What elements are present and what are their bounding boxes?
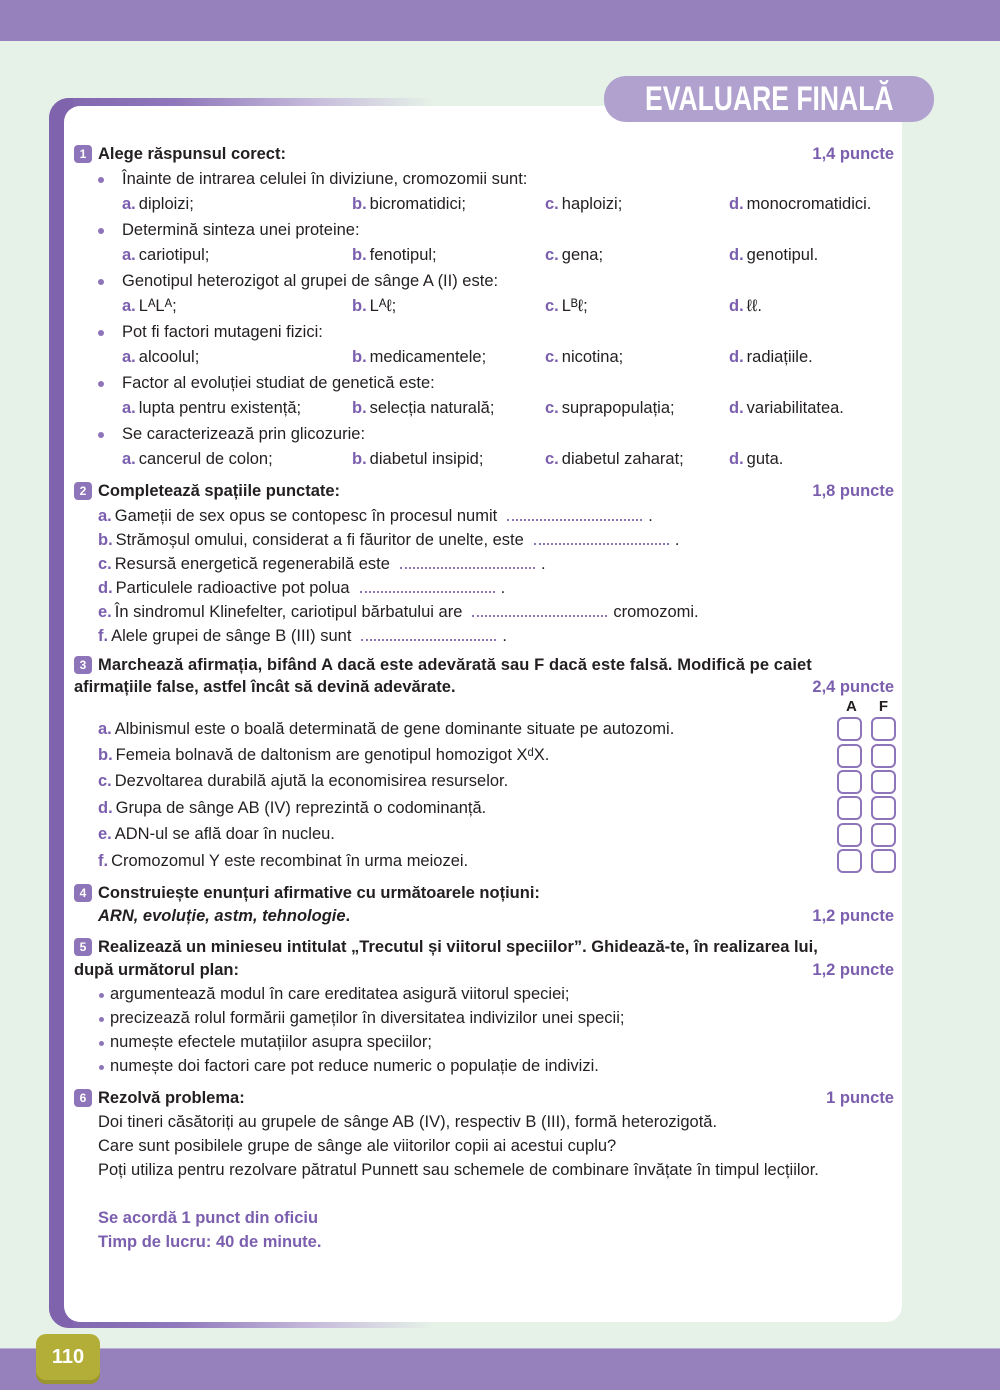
question-title: Construiește enunțuri afirmative cu următoarele noțiuni: [98, 884, 540, 903]
option[interactable] [729, 345, 909, 370]
true-false-item [98, 716, 894, 742]
item-letter: a. [98, 719, 112, 738]
question-4 [74, 882, 894, 928]
true-checkbox[interactable] [837, 744, 862, 768]
fill-in-item [98, 504, 894, 528]
points-label: 1,2 puncte [812, 961, 894, 980]
mc-stem: Înainte de intrarea celulei în diviziune, cromozomii sunt: [96, 167, 894, 192]
question-2-header [74, 479, 894, 504]
item-letter: c. [98, 772, 112, 791]
fill-in-item [98, 624, 894, 648]
points-label: 2,4 puncte [812, 678, 894, 696]
mc-stem: Determină sinteza unei proteine: [96, 218, 894, 243]
blank-field[interactable] [472, 605, 607, 617]
question-title-line-1: Marchează afirmația, bifând A dacă este adevărată sau F dacă este falsă. Modifică pe caiet [98, 656, 812, 674]
true-false-item [98, 742, 894, 768]
option-text: LᴬLᴬ; [138, 297, 177, 315]
option[interactable] [122, 345, 352, 370]
statement-text: Grupa de sânge AB (IV) reprezintă o codominanță. [115, 798, 487, 817]
time-note: Timp de lucru: 40 de minute. [98, 1233, 322, 1252]
option[interactable] [545, 243, 729, 268]
mc-options [96, 345, 894, 370]
item-text: Alele grupei de sânge B (III) sunt [111, 627, 352, 645]
essay-plan-list [98, 982, 894, 1078]
question-2 [74, 479, 894, 648]
question-5-header [74, 936, 894, 982]
mc-options [96, 447, 894, 472]
option-text: genotipul. [746, 246, 819, 264]
option[interactable] [545, 294, 729, 319]
question-title-line-2: după următorul plan: [74, 961, 239, 980]
question-title-line-2: afirmațiile false, astfel încât să devină adevărate. [74, 678, 456, 696]
option[interactable] [352, 447, 545, 472]
option[interactable] [122, 294, 352, 319]
plan-item: argumentează modul în care ereditatea asigură viitorul speciei; [98, 982, 894, 1006]
option[interactable] [545, 396, 729, 421]
true-false-list [98, 716, 894, 874]
points-label: 1,8 puncte [812, 482, 894, 500]
false-checkbox[interactable] [871, 796, 896, 820]
option[interactable] [729, 192, 909, 217]
option-letter: a. [122, 399, 136, 417]
false-checkbox[interactable] [871, 823, 896, 847]
fill-in-item [98, 600, 894, 624]
true-checkbox[interactable] [837, 849, 862, 873]
item-letter: e. [98, 825, 112, 844]
true-checkbox[interactable] [837, 717, 862, 741]
option-letter: b. [352, 399, 367, 417]
true-false-item [98, 795, 894, 821]
item-letter: b. [98, 746, 113, 765]
option-text: cariotipul; [138, 246, 210, 264]
mc-options [96, 396, 894, 421]
footer-notes [98, 1206, 894, 1254]
page-title-pill [604, 76, 934, 122]
question-number-badge: 5 [74, 938, 92, 956]
points-label: 1,4 puncte [812, 145, 894, 163]
option-letter: b. [352, 348, 367, 366]
question-1 [74, 142, 894, 472]
problem-line: Doi tineri căsătoriți au grupele de sânge AB (IV), respectiv B (III), formă heterozigotă. [98, 1113, 718, 1132]
option-letter: c. [545, 399, 559, 417]
plan-item: precizează rolul formării gameților în diversitatea indivizilor unei specii; [98, 1006, 894, 1030]
option-letter: c. [545, 450, 559, 468]
true-false-header [74, 698, 888, 716]
option[interactable] [352, 294, 545, 319]
page-number-badge: 110 [36, 1334, 100, 1380]
statement-text: ADN-ul se află doar în nucleu. [114, 825, 335, 844]
mc-options [96, 192, 894, 217]
false-checkbox[interactable] [871, 770, 896, 794]
statement-text: Dezvoltarea durabilă ajută la economisirea resurselor. [114, 772, 509, 791]
item-text: În sindromul Klinefelter, cariotipul bărbatului are [114, 603, 463, 621]
question-title: Completează spațiile punctate: [98, 482, 341, 500]
option-letter: d. [729, 297, 744, 315]
mc-options [96, 243, 894, 268]
plan-item: numește efectele mutațiilor asupra speciilor; [98, 1030, 894, 1054]
option[interactable] [352, 192, 545, 217]
true-false-item [98, 822, 894, 848]
true-false-item [98, 848, 894, 874]
option-letter: a. [122, 348, 136, 366]
option-letter: c. [545, 297, 559, 315]
option-text: alcoolul; [138, 348, 200, 366]
statement-text: Cromozomul Y este recombinat în urma meiozei. [111, 851, 469, 870]
option-letter: d. [729, 450, 744, 468]
question-5 [74, 936, 894, 1078]
option[interactable] [545, 345, 729, 370]
option-text: variabilitatea. [746, 399, 844, 417]
option[interactable] [122, 192, 352, 217]
item-text-end: cromozomi. [613, 603, 699, 621]
true-column-label: A [845, 698, 857, 715]
item-text-end: . [540, 555, 546, 573]
item-letter: b. [98, 531, 113, 549]
false-checkbox[interactable] [871, 849, 896, 873]
question-1-header [74, 142, 894, 167]
question-3-header [74, 654, 894, 698]
false-checkbox[interactable] [871, 744, 896, 768]
question-title: Rezolvă problema: [98, 1089, 245, 1108]
option-text: ℓℓ. [746, 297, 762, 315]
true-checkbox[interactable] [837, 770, 862, 794]
true-false-item [98, 769, 894, 795]
question-4-header [74, 882, 894, 905]
option-letter: a. [122, 195, 136, 213]
bonus-note: Se acordă 1 punct din oficiu [98, 1209, 319, 1228]
problem-line: Care sunt posibilele grupe de sânge ale viitorilor copii ai acestui cuplu? [98, 1137, 617, 1156]
option-text: Lᴮℓ; [561, 297, 588, 315]
mc-stem: Genotipul heterozigot al grupei de sânge A (II) este: [96, 269, 894, 294]
plan-item: numește doi factori care pot reduce numeric o populație de indivizi. [98, 1054, 894, 1078]
blank-field[interactable] [507, 509, 642, 521]
mc-stem: Factor al evoluției studiat de genetică este: [96, 371, 894, 396]
mc-items [96, 167, 894, 472]
option-letter: a. [122, 450, 136, 468]
fill-in-item [98, 528, 894, 552]
option-letter: b. [352, 195, 367, 213]
item-letter: f. [98, 627, 109, 645]
problem-text [98, 1110, 894, 1182]
question-title: Alege răspunsul corect: [98, 145, 286, 163]
statement-text: Femeia bolnavă de daltonism are genotipul homozigot XᵈX. [115, 746, 550, 765]
fill-in-item [98, 576, 894, 600]
option-text: lupta pentru existență; [138, 399, 302, 417]
false-column-label: F [878, 698, 888, 715]
option[interactable] [729, 447, 909, 472]
option-letter: b. [352, 450, 367, 468]
item-text: Resursă energetică regenerabilă este [114, 555, 390, 573]
option-text: nicotina; [561, 348, 624, 366]
item-text: Particulele radioactive pot polua [115, 579, 350, 597]
option-letter: d. [729, 195, 744, 213]
option-letter: d. [729, 348, 744, 366]
option-text: gena; [561, 246, 604, 264]
true-checkbox[interactable] [837, 796, 862, 820]
item-text: Gameții de sex opus se contopesc în procesul numit [114, 507, 498, 525]
mc-stem: Se caracterizează prin glicozurie: [96, 422, 894, 447]
question-title-line-1: Realizează un minieseu intitulat „Trecutul și viitorul speciilor”. Ghidează-te, în realizarea lui, [98, 938, 818, 957]
option-text: fenotipul; [369, 246, 437, 264]
option-text: medicamentele; [369, 348, 487, 366]
bottom-color-band [0, 1348, 1000, 1390]
page-title: EVALUARE FINALĂ [644, 79, 894, 118]
false-checkbox[interactable] [871, 717, 896, 741]
option-text: diabetul insipid; [369, 450, 484, 468]
option[interactable] [729, 396, 909, 421]
terms-list: ARN, evoluție, astm, tehnologie [98, 907, 346, 926]
option-text: suprapopulația; [561, 399, 675, 417]
item-text-end: . [502, 627, 507, 645]
option-text: guta. [746, 450, 784, 468]
points-label: 1,2 puncte [812, 907, 894, 926]
option-letter: a. [122, 246, 136, 264]
blank-field[interactable] [360, 581, 495, 593]
option-text: diploizi; [138, 195, 194, 213]
option-text: monocromatidici. [746, 195, 872, 213]
blank-field[interactable] [400, 557, 535, 569]
blank-field[interactable] [361, 629, 496, 641]
fill-in-list [98, 504, 894, 648]
statement-text: Albinismul este o boală determinată de gene dominante situate pe autozomi. [114, 719, 675, 738]
option[interactable] [122, 447, 352, 472]
option[interactable] [352, 345, 545, 370]
terms-row [98, 905, 894, 928]
item-text: Strămoșul omului, considerat a fi făuritor de unelte, este [115, 531, 524, 549]
option-text: diabetul zaharat; [561, 450, 684, 468]
item-letter: a. [98, 507, 112, 525]
option-text: bicromatidici; [369, 195, 466, 213]
option-letter: a. [122, 297, 136, 315]
mc-options [96, 294, 894, 319]
question-number-badge: 4 [74, 884, 92, 902]
option-text: Lᴬℓ; [369, 297, 397, 315]
evaluation-content [74, 142, 894, 1254]
option[interactable] [352, 396, 545, 421]
option-letter: b. [352, 246, 367, 264]
item-letter: d. [98, 798, 113, 817]
option[interactable] [729, 294, 909, 319]
item-text-end: . [674, 531, 680, 549]
option-text: cancerul de colon; [138, 450, 273, 468]
option[interactable] [352, 243, 545, 268]
fill-in-item [98, 552, 894, 576]
question-3 [74, 654, 894, 874]
question-6-header [74, 1086, 894, 1110]
points-label: 1 puncte [826, 1089, 894, 1108]
option[interactable] [545, 192, 729, 217]
option-text: radiațiile. [746, 348, 813, 366]
question-number-badge: 1 [74, 145, 92, 163]
item-letter: d. [98, 579, 113, 597]
item-letter: e. [98, 603, 112, 621]
option-text: haploizi; [561, 195, 623, 213]
option-letter: c. [545, 195, 559, 213]
option-letter: c. [545, 348, 559, 366]
item-letter: f. [98, 851, 109, 870]
top-color-band [0, 0, 1000, 41]
option[interactable] [122, 396, 352, 421]
question-number-badge: 2 [74, 482, 92, 500]
option-letter: c. [545, 246, 559, 264]
option-letter: d. [729, 246, 744, 264]
option-text: selecția naturală; [369, 399, 495, 417]
item-letter: c. [98, 555, 112, 573]
problem-line: Poți utiliza pentru rezolvare pătratul Punnett sau schemele de combinare învățate în timpul lecțiilor. [98, 1161, 819, 1180]
true-checkbox[interactable] [837, 823, 862, 847]
question-6 [74, 1086, 894, 1182]
mc-stem: Pot fi factori mutageni fizici: [96, 320, 894, 345]
question-number-badge: 6 [74, 1089, 92, 1107]
option[interactable] [729, 243, 909, 268]
option-letter: d. [729, 399, 744, 417]
blank-field[interactable] [534, 533, 669, 545]
item-text-end: . [648, 507, 653, 525]
option[interactable] [545, 447, 729, 472]
item-text-end: . [500, 579, 506, 597]
terms-end: . [345, 907, 351, 926]
question-number-badge: 3 [74, 656, 92, 674]
option[interactable] [122, 243, 352, 268]
option-letter: b. [352, 297, 367, 315]
